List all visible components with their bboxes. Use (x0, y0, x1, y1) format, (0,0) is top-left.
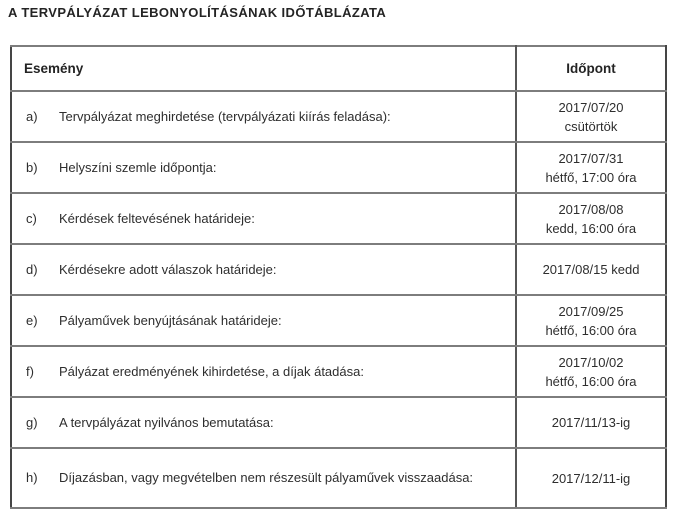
time-line: 2017/10/02 (558, 354, 624, 370)
event-text: Pályázat eredményének kihirdetése, a díjak átadása: (59, 363, 364, 379)
time-line: hétfő, 17:00 óra (545, 169, 637, 185)
table-row (11, 91, 666, 142)
time-line: 2017/07/31 (558, 150, 624, 166)
row-letter: a) (26, 108, 38, 124)
time-line: 2017/08/15 kedd (542, 262, 640, 277)
schedule-table (10, 45, 667, 509)
time-cell (516, 91, 666, 142)
table-header-row (11, 46, 666, 91)
table-row (11, 397, 666, 448)
time-line: 2017/09/25 (558, 303, 624, 319)
table-row (11, 295, 666, 346)
row-letter: b) (26, 159, 38, 175)
table-row (11, 193, 666, 244)
row-letter: d) (26, 261, 38, 277)
table-row (11, 346, 666, 397)
row-letter: g) (26, 414, 38, 430)
time-line: 2017/08/08 (558, 201, 624, 217)
time-cell (516, 142, 666, 193)
time-cell (516, 295, 666, 346)
time-cell (516, 244, 666, 295)
time-line: hétfő, 16:00 óra (545, 373, 637, 389)
row-letter: f) (26, 363, 34, 379)
event-text: Pályaművek benyújtásának határideje: (59, 312, 282, 328)
time-cell (516, 346, 666, 397)
event-text: Kérdések feltevésének határideje: (59, 210, 255, 226)
table-row (11, 142, 666, 193)
row-letter: e) (26, 312, 38, 328)
time-line: 2017/11/13-ig (551, 415, 631, 430)
table-row (11, 244, 666, 295)
time-line: csütörtök (564, 118, 618, 134)
row-letter: c) (26, 210, 37, 226)
time-cell (516, 397, 666, 448)
column-header-time: Időpont (516, 46, 666, 91)
time-line: 2017/12/11-ig (551, 470, 631, 486)
time-line: hétfő, 16:00 óra (545, 322, 637, 338)
event-text: Díjazásban, vagy megvételben nem részesült pályaművek visszaadása: (59, 470, 474, 485)
time-cell (516, 193, 666, 244)
event-text: Helyszíni szemle időpontja: (59, 159, 217, 175)
time-cell (516, 448, 666, 508)
time-line: kedd, 16:00 óra (545, 220, 637, 236)
column-header-event: Esemény (11, 46, 516, 91)
event-text: Tervpályázat meghirdetése (tervpályázati kiírás feladása): (59, 108, 391, 124)
table-row (11, 448, 666, 508)
row-letter: h) (26, 470, 38, 485)
event-text: A tervpályázat nyilvános bemutatása: (59, 414, 274, 430)
event-text: Kérdésekre adott válaszok határideje: (59, 261, 277, 277)
time-line: 2017/07/20 (558, 99, 624, 115)
page-title: A TERVPÁLYÁZAT LEBONYOLÍTÁSÁNAK IDŐTÁBLÁZATA (8, 5, 387, 20)
